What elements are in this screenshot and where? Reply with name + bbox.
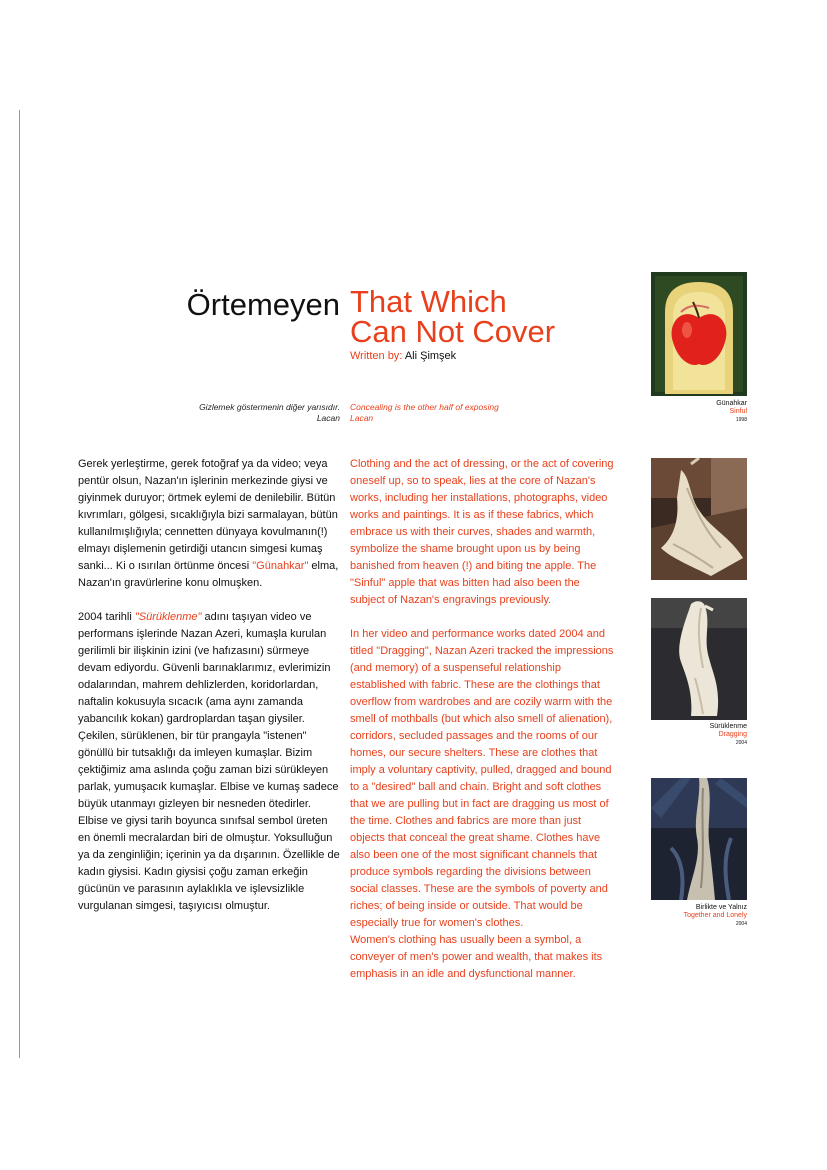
caption-sinful-year: 1998 bbox=[735, 417, 747, 423]
paragraph-tr-1-text: Gerek yerleştirme, gerek fotoğraf ya da video; veya pentür olsun, Nazan'ın işlerinin merkezinde giysi ve giyinmek duruyor; örtmek eylemi de denilebilir. Bütün kıvrımları, gölgesi, sıcaklığıyla bizi sarmalayan, bütün kullanılmışlığıyla; cennetten dünyaya kovulmanın(!) elmayı dişlemenin getirdiği utancın simgesi kumaş sanki... Ki o ısırılan örtünme öncesi bbox=[78, 458, 338, 572]
paragraph-en-1: Clothing and the act of dressing, or the act of covering oneself up, so to speak, lies at the core of Nazan's works, including her installations, photographs, video works and paintings. It is as if these fabrics, which embrace us with their curves, shades and warmth, symbolize the shame brought upon us by being banished from heaven (!) and biting tne apple. The "Sinful" apple that was bitten had also been the subject of Nazan's engravings previously. bbox=[350, 458, 614, 606]
title-english bbox=[350, 284, 556, 349]
epigraph-turkish bbox=[199, 402, 340, 424]
epigraph-turkish-author: Lacan bbox=[316, 413, 340, 423]
paragraph-tr-1-text-end: elma, Nazan'ın gravürlerine konu olmuşken. bbox=[78, 560, 339, 589]
byline-author: Ali Şimşek bbox=[404, 350, 457, 362]
paragraph-tr-1-highlight: "Günahkar" bbox=[252, 560, 309, 572]
byline-label: Written by: bbox=[350, 350, 403, 362]
epigraph-turkish-text: Gizlemek göstermenin diğer yarısıdır. bbox=[199, 402, 340, 412]
caption-sinful-tr: Günahkar bbox=[716, 400, 747, 407]
body-column-turkish bbox=[78, 456, 340, 932]
caption-dragging-en: Dragging bbox=[718, 731, 747, 738]
paragraph-tr-1 bbox=[78, 456, 340, 592]
artwork-thumbnail-fabric-floor bbox=[651, 458, 747, 580]
caption-together-lonely-tr: Birlikte ve Yalnız bbox=[695, 904, 747, 911]
paragraph-tr-2 bbox=[78, 609, 340, 915]
body-column-english bbox=[350, 456, 614, 1000]
caption-together-lonely bbox=[684, 904, 747, 928]
title-turkish: Örtemeyen bbox=[186, 287, 340, 322]
epigraph-english bbox=[350, 402, 499, 424]
artwork-thumbnail-sinful bbox=[651, 272, 747, 396]
paragraph-tr-2-text-end: adını taşıyan video ve performans işlerinde Nazan Azeri, kumaşla kurulan gerilimli bir ilişkinin izini (ve hafızasını) sürmeye devam ediyordu. Güvenli barınaklarımız, evlerimizin odalarından, mahrem dehlizlerden, koridorlardan, naftalin kokusuyla sıcacık (ama aynı zamanda yabancılık kokan) gardroplardan taşan giysiler. Çekilen, sürüklenen, bir tür prangayla "istenen" gönüllü bir tutsaklığı da imleyen kumaşlar. Bizim çektiğimiz ama aslında çoğu zaman bizi sürükleyen parlak, yumuşacık kumaşlar. Elbise ve kumaş sadece büyük utanmayı gizleyen bir nesneden ötedirler. Elbise ve giysi tarih boyunca sınıfsal sembol üreten en önemli mecralardan biri de olmuştur. Yoksulluğun ya da zenginliğin; içerinin ya da dışarının. Özellikle de kadın giysisi. Kadın giysisi çoğu zaman erkeğin gücünün ve parasının aylaklıkla ve işlevsizlikle vurgulanan simgesi, taşıyıcısı olmuştur. bbox=[78, 611, 340, 912]
caption-sinful-en: Sinful bbox=[729, 408, 747, 415]
margin-rule bbox=[19, 110, 20, 1058]
artwork-thumbnail-dragging bbox=[651, 598, 747, 720]
byline bbox=[350, 350, 456, 362]
paragraph-tr-2-highlight: "Sürüklenme" bbox=[134, 611, 202, 623]
artwork-thumbnail-together-lonely bbox=[651, 778, 747, 900]
paragraph-tr-2-text: 2004 tarihli bbox=[78, 611, 135, 623]
caption-together-lonely-year: 2004 bbox=[735, 921, 747, 927]
caption-dragging-tr: Sürüklenme bbox=[709, 723, 747, 730]
caption-dragging bbox=[710, 723, 747, 747]
paragraph-en-2: In her video and performance works dated 2004 and titled "Dragging", Nazan Azeri tracked the impressions (and memory) of a suspenseful relationship established with fabric. These are the clothings that overflow from wardrobes and are cozily warm with the smell of mothballs (but which also smell of alienation), corridors, secluded passages and the rooms of our homes, our secure shelters. These are clothes that imply a voluntary captivity, pulled, dragged and bound to a "desired" ball and chain. Bright and soft clothes that we are pulling but in fact are dragging us most of the time. Clothes and fabrics are more than just objects that conceal the great shame. Clothes have also been one of the most significant channels that produce symbols regarding the divisions between social classes. These are the symbols of poverty and riches; of being inside or outside. That would be especially true for women's clothes. bbox=[350, 628, 614, 929]
title-english-line1: That Which bbox=[350, 284, 507, 319]
epigraph-english-text: Concealing is the other half of exposing bbox=[350, 402, 499, 412]
title-english-line2: Can Not Cover bbox=[350, 314, 556, 349]
caption-together-lonely-en: Together and Lonely bbox=[683, 912, 747, 919]
caption-dragging-year: 2004 bbox=[735, 740, 747, 746]
epigraph-english-author: Lacan bbox=[350, 413, 374, 423]
caption-sinful bbox=[716, 400, 747, 424]
paragraph-en-3: Women's clothing has usually been a symbol, a conveyer of men's power and wealth, that makes its emphasis in an idle and dysfunctional manner. bbox=[350, 934, 603, 980]
